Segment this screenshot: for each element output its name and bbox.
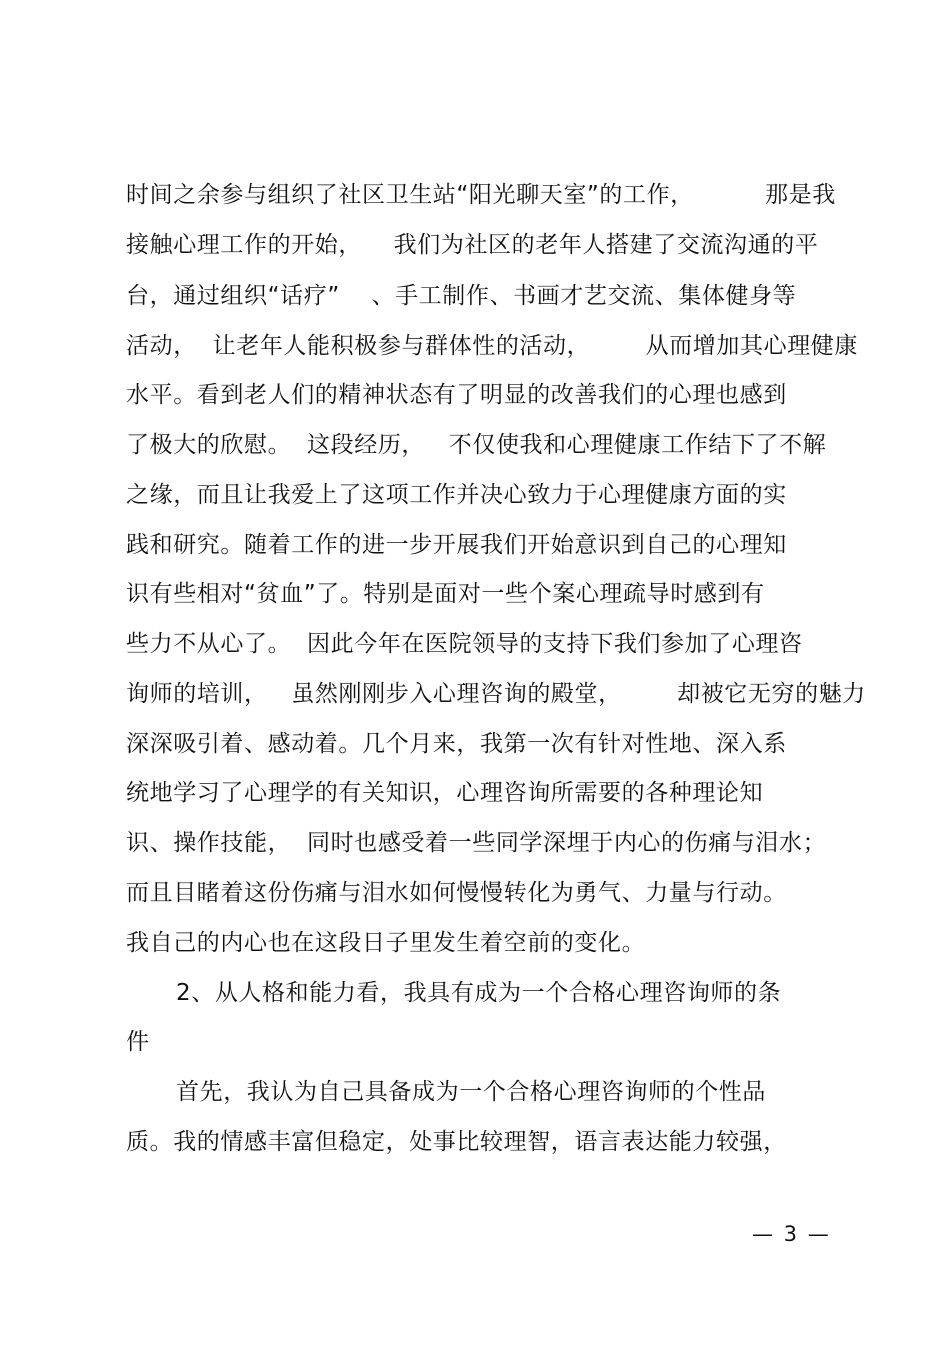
body-text-line: 统地学习了心理学的有关知识，心理咨询所需要的各种理论知	[126, 780, 764, 806]
body-text-line: 台，通过组织“话疗” 、手工制作、书画才艺交流、集体健身等	[126, 283, 797, 309]
page-number: — 3 —	[752, 1222, 831, 1246]
body-text-line: 践和研究。随着工作的进一步开展我们开始意识到自己的心理知	[126, 532, 787, 558]
section-heading-line: 件	[126, 1029, 150, 1055]
body-text-line: 水平。看到老人们的精神状态有了明显的改善我们的心理也感到	[126, 382, 787, 408]
body-text-line: 了极大的欣慰。 这段经历， 不仅使我和心理健康工作结下了不解	[126, 432, 827, 458]
body-text-line: 识有些相对“贫血”了。特别是面对一些个案心理疏导时感到有	[126, 581, 765, 607]
body-text-line: 质。我的情感丰富但稳定，处事比较理智，语言表达能力较强，	[126, 1129, 787, 1155]
body-text-line: 识、操作技能， 同时也感受着一些同学深埋于内心的伤痛与泪水；	[126, 830, 827, 856]
body-text-line: 些力不从心了。 因此今年在医院领导的支持下我们参加了心理咨	[126, 631, 803, 657]
body-text-line: 首先，我认为自己具备成为一个合格心理咨询师的个性品	[176, 1079, 766, 1105]
body-text-line: 之缘，而且让我爱上了这项工作并决心致力于心理健康方面的实	[126, 482, 787, 508]
body-text-line: 接触心理工作的开始， 我们为社区的老年人搭建了交流沟通的平	[126, 232, 819, 258]
body-text-line: 我自己的内心也在这段日子里发生着空前的变化。	[126, 930, 646, 956]
body-text-line: 询师的培训， 虽然刚刚步入心理咨询的殿堂， 却被它无穷的魅力	[126, 681, 866, 707]
body-text-line: 活动， 让老年人能积极参与群体性的活动， 从而增加其心理健康	[126, 333, 858, 359]
body-text-line: 而且目睹着这份伤痛与泪水如何慢慢转化为勇气、力量与行动。	[126, 880, 787, 906]
section-heading-line: 2、从人格和能力看，我具有成为一个合格心理咨询师的条	[176, 980, 782, 1006]
body-text-line: 深深吸引着、感动着。几个月来，我第一次有针对性地、深入系	[126, 731, 787, 757]
body-text-line: 时间之余参与组织了社区卫生站“阳光聊天室”的工作， 那是我	[126, 182, 836, 208]
